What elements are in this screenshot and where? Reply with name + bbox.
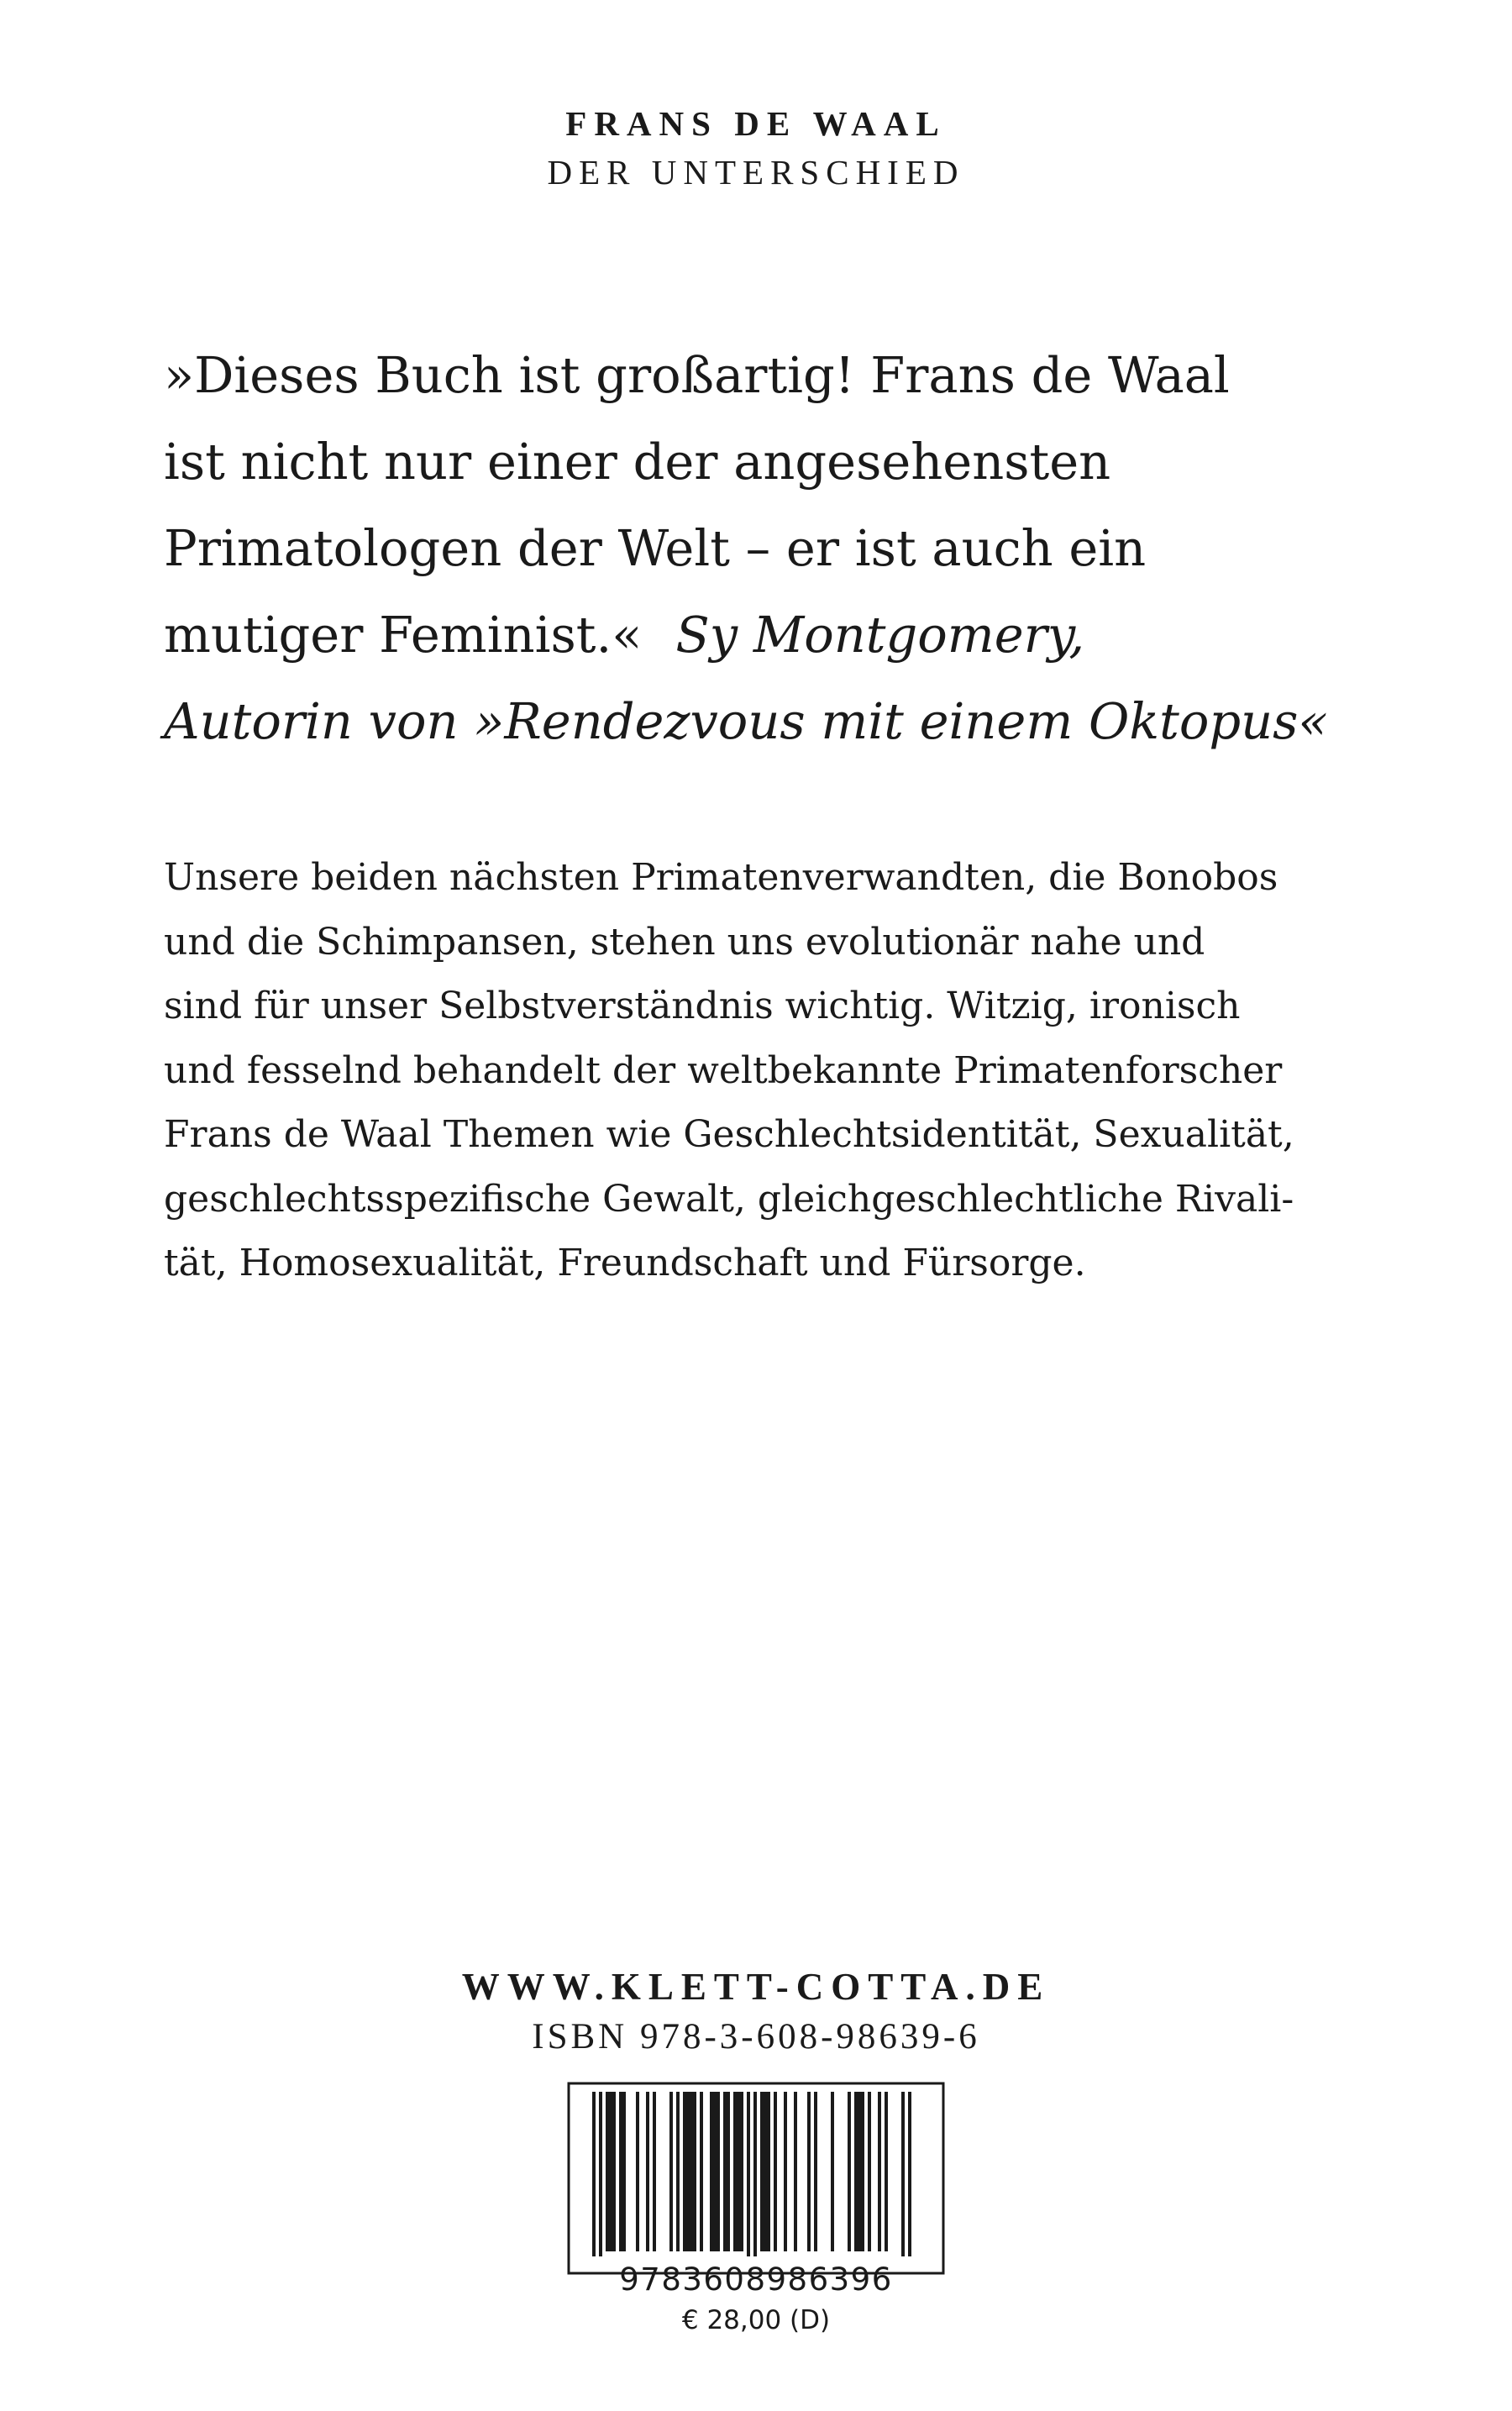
book-title: DER UNTERSCHIED (547, 153, 965, 192)
barcode-bar (733, 2092, 737, 2251)
blurb-line: Unsere beiden nächsten Primatenverwandten, die Bonobos (164, 856, 1278, 899)
barcode-bar (885, 2092, 888, 2251)
price-label: € 28,00 (D) (681, 2305, 831, 2335)
blurb-line: Frans de Waal Themen wie Geschlechtsidentität, Sexualität, (164, 1113, 1294, 1156)
barcode-bar (609, 2092, 612, 2251)
barcode-bar (807, 2092, 811, 2251)
barcode-bar (764, 2092, 767, 2251)
barcode-bar (622, 2092, 626, 2251)
barcode-bar (669, 2092, 673, 2251)
barcode-bar (901, 2092, 905, 2256)
barcode-bar (717, 2092, 720, 2251)
barcode-bar (710, 2092, 713, 2251)
publisher-footer (0, 1962, 1512, 2062)
barcode-bar (747, 2092, 750, 2256)
barcode-bar (908, 2092, 911, 2256)
quote-line-with-attribution (164, 591, 1357, 678)
barcode-bar (831, 2092, 834, 2251)
quote-attribution-detail: Autorin von »Rendezvous mit einem Oktopus« (164, 692, 1329, 750)
blurb-line: und fesselnd behandelt der weltbekannte Primatenforscher (164, 1048, 1283, 1092)
barcode-bar (737, 2092, 740, 2251)
quote-line: mutiger Feminist.« (164, 606, 643, 664)
barcode-box (567, 2082, 945, 2342)
isbn-number: ISBN 978-3-608-98639-6 (532, 2017, 980, 2056)
barcode-bar (868, 2092, 871, 2251)
cover-header (0, 99, 1512, 197)
barcode-bar (858, 2092, 861, 2251)
blurb-line: tät, Homosexualität, Freundschaft und Fürsorge. (164, 1242, 1086, 1284)
barcode-bar (713, 2092, 717, 2251)
barcode-bar (848, 2092, 851, 2251)
barcode-bar (599, 2092, 602, 2256)
barcode-bar (727, 2092, 730, 2251)
barcode-bar (690, 2092, 693, 2251)
barcode-bar (612, 2092, 616, 2251)
barcode-bar (723, 2092, 727, 2251)
ean13-barcode-icon (567, 2082, 945, 2275)
barcode-bar (606, 2092, 609, 2251)
barcode-bar (814, 2092, 817, 2251)
barcode-bar (861, 2092, 864, 2251)
barcode-bar (592, 2092, 596, 2256)
barcode-bar (878, 2092, 881, 2251)
barcode-bar (619, 2092, 622, 2251)
barcode-bar (784, 2092, 787, 2251)
barcode-bar (693, 2092, 696, 2251)
quote-line: »Dieses Buch ist großartig! Frans de Waal (164, 346, 1230, 404)
barcode-bar (686, 2092, 690, 2251)
barcode-bar (774, 2092, 777, 2251)
blurb-line: sind für unser Selbstverständnis wichtig. Witzig, ironisch (164, 985, 1241, 1027)
barcode-bar (794, 2092, 797, 2251)
review-quote (164, 332, 1357, 764)
blurb-line: und die Schimpansen, stehen uns evolutionär nahe und (164, 920, 1205, 964)
barcode-number: 9783608986396 (619, 2261, 893, 2298)
blurb-line: geschlechtsspezifische Gewalt, gleichgeschlechtliche Rivali- (164, 1177, 1294, 1221)
barcode-bar (636, 2092, 639, 2251)
quote-line: Primatologen der Welt – er ist auch ein (164, 519, 1147, 577)
barcode-bar (767, 2092, 770, 2251)
barcode-bar (683, 2092, 686, 2251)
barcode-area (0, 2082, 1512, 2345)
barcode-bar (740, 2092, 743, 2251)
barcode-bar (700, 2092, 703, 2251)
publisher-website: WWW.KLETT-COTTA.DE (461, 1966, 1051, 2008)
barcode-bar (753, 2092, 757, 2256)
quote-line: ist nicht nur einer der angesehensten (164, 433, 1111, 491)
author-name: FRANS DE WAAL (565, 104, 947, 143)
barcode-bar (854, 2092, 858, 2251)
book-blurb (164, 846, 1357, 1296)
barcode-bar (653, 2092, 656, 2251)
barcode-bar (646, 2092, 649, 2251)
quote-attribution-name: Sy Montgomery, (675, 606, 1085, 664)
barcode-bar (760, 2092, 764, 2251)
barcode-bar (676, 2092, 680, 2251)
